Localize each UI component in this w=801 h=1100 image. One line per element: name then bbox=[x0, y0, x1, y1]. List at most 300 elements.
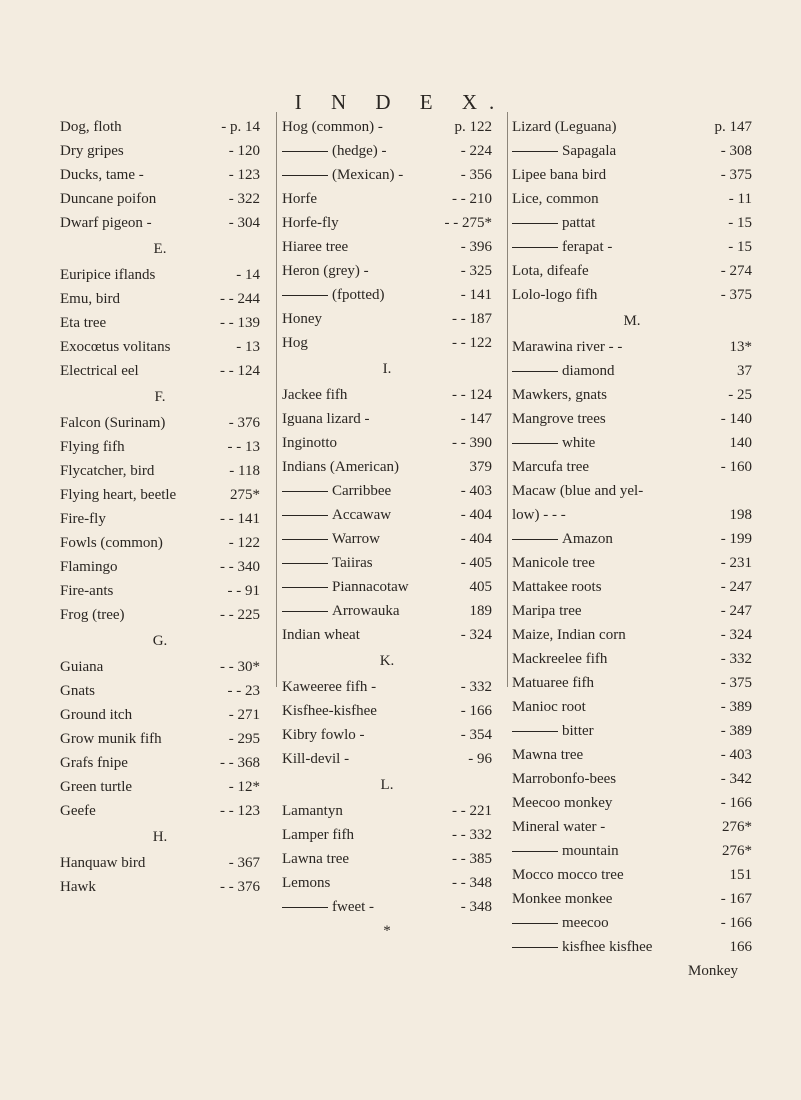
index-entry bbox=[512, 743, 752, 767]
page-number: - 403 bbox=[720, 747, 752, 763]
page-number: - 140 bbox=[720, 411, 752, 427]
index-entry bbox=[512, 187, 752, 211]
index-entry bbox=[512, 259, 752, 283]
page-number: - 404 bbox=[460, 507, 492, 523]
entry-text: Marcufa tree bbox=[512, 459, 590, 475]
entry-text: Amazon bbox=[562, 531, 613, 547]
index-subentry bbox=[282, 527, 492, 551]
page-number: - 389 bbox=[720, 699, 752, 715]
index-entry bbox=[282, 259, 492, 283]
page-number: - 118 bbox=[229, 463, 260, 479]
index-subentry bbox=[512, 211, 752, 235]
index-entry bbox=[60, 359, 260, 383]
entry-text: Dog, floth bbox=[60, 119, 122, 135]
index-subentry bbox=[512, 235, 752, 259]
entry-text: Lizard (Leguana) bbox=[512, 119, 617, 135]
page-number: - 11 bbox=[728, 191, 752, 207]
entry-text: Manicole tree bbox=[512, 555, 595, 571]
page-number: p. 122 bbox=[454, 119, 492, 135]
entry-text: Mocco mocco tree bbox=[512, 867, 624, 883]
page-number: 151 bbox=[729, 867, 752, 883]
index-entry bbox=[60, 311, 260, 335]
entry-text: Marawina river - - bbox=[512, 339, 623, 355]
page-number: - 247 bbox=[720, 603, 752, 619]
index-column-3 bbox=[512, 115, 752, 983]
page-number: - - 368 bbox=[220, 755, 260, 771]
entry-text: Mackreelee fifh bbox=[512, 651, 608, 667]
index-entry bbox=[512, 503, 752, 527]
entry-text: white bbox=[562, 435, 596, 451]
page-number: - - 139 bbox=[220, 315, 260, 331]
index-entry bbox=[282, 235, 492, 259]
entry-text: Honey bbox=[282, 311, 322, 327]
entry-text: Kisfhee-kisfhee bbox=[282, 703, 377, 719]
entry-text: Mawkers, gnats bbox=[512, 387, 607, 403]
entry-text: Euripice iflands bbox=[60, 267, 156, 283]
index-entry bbox=[282, 675, 492, 699]
page-number: - 13 bbox=[236, 339, 260, 355]
index-subentry bbox=[282, 139, 492, 163]
page-number: - p. 14 bbox=[221, 119, 260, 135]
ditto-rule bbox=[512, 371, 558, 372]
index-entry bbox=[60, 603, 260, 627]
entry-text: Hiaree tree bbox=[282, 239, 349, 255]
index-entry bbox=[60, 263, 260, 287]
page-number: - 141 bbox=[460, 287, 492, 303]
index-entry bbox=[282, 799, 492, 823]
index-entry bbox=[60, 727, 260, 751]
entry-text: Sapagala bbox=[562, 143, 617, 159]
index-entry bbox=[60, 679, 260, 703]
index-entry bbox=[512, 647, 752, 671]
entry-text: Macaw (blue and yel- bbox=[512, 483, 644, 499]
page-number: - 14 bbox=[236, 267, 260, 283]
entry-text: Exocœtus volitans bbox=[60, 339, 171, 355]
page-number: - 160 bbox=[720, 459, 752, 475]
entry-text: Geefe bbox=[60, 803, 96, 819]
entry-text: Manioc root bbox=[512, 699, 586, 715]
entry-text: Lolo-logo fifh bbox=[512, 287, 598, 303]
index-entry bbox=[282, 747, 492, 771]
page-number: 275* bbox=[230, 487, 260, 503]
index-subentry bbox=[512, 911, 752, 935]
index-entry bbox=[282, 623, 492, 647]
page-number: - 247 bbox=[720, 579, 752, 595]
entry-text: Lamper fifh bbox=[282, 827, 355, 843]
page-number: - 396 bbox=[460, 239, 492, 255]
index-entry bbox=[282, 823, 492, 847]
index-entry bbox=[282, 723, 492, 747]
page-number: - 224 bbox=[460, 143, 492, 159]
page-number: - 15 bbox=[728, 239, 752, 255]
ditto-rule bbox=[282, 175, 328, 176]
entry-text: Kibry fowlo - bbox=[282, 727, 365, 743]
page-number: - 367 bbox=[228, 855, 260, 871]
entry-text: (Mexican) - bbox=[332, 167, 404, 183]
entry-text: kisfhee kisfhee bbox=[562, 939, 653, 955]
column-divider bbox=[276, 112, 277, 687]
entry-text: Fowls (common) bbox=[60, 535, 163, 551]
index-entry bbox=[282, 847, 492, 871]
index-entry bbox=[60, 775, 260, 799]
entry-text: Maripa tree bbox=[512, 603, 582, 619]
ditto-rule bbox=[282, 611, 328, 612]
index-column-2 bbox=[282, 115, 492, 943]
index-entry bbox=[60, 483, 260, 507]
entry-text: mountain bbox=[562, 843, 619, 859]
page-number: - 15 bbox=[728, 215, 752, 231]
entry-text: Hawk bbox=[60, 879, 96, 895]
entry-text: Iguana lizard - bbox=[282, 411, 370, 427]
page-number: - - 23 bbox=[227, 683, 260, 699]
page-number: - 166 bbox=[720, 915, 752, 931]
page-number: - 332 bbox=[460, 679, 492, 695]
page-number: 13* bbox=[729, 339, 752, 355]
entry-text: Indian wheat bbox=[282, 627, 360, 643]
ditto-rule bbox=[512, 947, 558, 948]
page-number: - 96 bbox=[468, 751, 492, 767]
page-number: - 167 bbox=[720, 891, 752, 907]
entry-text: Horfe-fly bbox=[282, 215, 339, 231]
page-number: - - 124 bbox=[220, 363, 260, 379]
entry-text: Guiana bbox=[60, 659, 104, 675]
page-number: - 147 bbox=[460, 411, 492, 427]
ditto-rule bbox=[512, 851, 558, 852]
page-number: - 325 bbox=[460, 263, 492, 279]
entry-text: (hedge) - bbox=[332, 143, 387, 159]
ditto-rule bbox=[282, 515, 328, 516]
index-subentry bbox=[512, 839, 752, 863]
entry-text: ferapat - bbox=[562, 239, 613, 255]
index-entry bbox=[512, 551, 752, 575]
entry-text: Arrowauka bbox=[332, 603, 400, 619]
index-subentry bbox=[282, 479, 492, 503]
page-number: - - 385 bbox=[452, 851, 492, 867]
entry-text: Lamantyn bbox=[282, 803, 343, 819]
index-entry bbox=[512, 335, 752, 359]
ditto-rule bbox=[512, 223, 558, 224]
page-number: - 295 bbox=[228, 731, 260, 747]
page-number: - - 13 bbox=[227, 439, 260, 455]
entry-text: Heron (grey) - bbox=[282, 263, 369, 279]
page-number: - 25 bbox=[728, 387, 752, 403]
entry-text: Mineral water - bbox=[512, 819, 606, 835]
page-number: - 324 bbox=[460, 627, 492, 643]
ditto-rule bbox=[282, 907, 328, 908]
entry-text: Duncane poifon bbox=[60, 191, 157, 207]
entry-text: Hanquaw bird bbox=[60, 855, 146, 871]
ditto-rule bbox=[512, 923, 558, 924]
page-number: 379 bbox=[469, 459, 492, 475]
page-number: - 304 bbox=[228, 215, 260, 231]
index-entry bbox=[512, 623, 752, 647]
entry-text: Green turtle bbox=[60, 779, 133, 795]
index-entry bbox=[60, 459, 260, 483]
ditto-rule bbox=[282, 563, 328, 564]
page-number: - - 210 bbox=[452, 191, 492, 207]
index-subentry bbox=[512, 527, 752, 551]
entry-text: Kaweeree fifh - bbox=[282, 679, 377, 695]
entry-text: Warrow bbox=[332, 531, 380, 547]
index-entry bbox=[282, 331, 492, 355]
entry-text: meecoo bbox=[562, 915, 609, 931]
page-number: - 356 bbox=[460, 167, 492, 183]
index-subentry bbox=[512, 359, 752, 383]
section-heading: G. bbox=[152, 633, 168, 649]
ditto-rule bbox=[512, 151, 558, 152]
index-entry bbox=[60, 435, 260, 459]
page-number: - 375 bbox=[720, 675, 752, 691]
section-heading: E. bbox=[153, 241, 167, 257]
index-entry bbox=[60, 163, 260, 187]
page-number: - 332 bbox=[720, 651, 752, 667]
index-entry bbox=[512, 163, 752, 187]
entry-text: Meecoo monkey bbox=[512, 795, 613, 811]
ditto-rule bbox=[282, 295, 328, 296]
ditto-rule bbox=[282, 491, 328, 492]
index-entry bbox=[512, 115, 752, 139]
page-number: 37 bbox=[737, 363, 752, 379]
ditto-rule bbox=[512, 443, 558, 444]
index-entry bbox=[60, 211, 260, 235]
entry-text: Dry gripes bbox=[60, 143, 124, 159]
entry-text: Mawna tree bbox=[512, 747, 584, 763]
page-number: - 123 bbox=[228, 167, 260, 183]
index-subentry bbox=[282, 163, 492, 187]
entry-text: Horfe bbox=[282, 191, 317, 207]
index-entry bbox=[282, 455, 492, 479]
index-entry bbox=[512, 791, 752, 815]
page-number: - 12* bbox=[228, 779, 260, 795]
index-entry bbox=[512, 695, 752, 719]
index-entry bbox=[60, 139, 260, 163]
index-entry bbox=[60, 287, 260, 311]
index-entry bbox=[512, 479, 752, 503]
index-entry bbox=[60, 507, 260, 531]
page-number: - - 91 bbox=[227, 583, 260, 599]
page-number: - 389 bbox=[720, 723, 752, 739]
entry-text: Grafs fnipe bbox=[60, 755, 128, 771]
entry-text: Lawna tree bbox=[282, 851, 350, 867]
index-subentry bbox=[282, 895, 492, 919]
entry-text: Kill-devil - bbox=[282, 751, 350, 767]
page-number: - 324 bbox=[720, 627, 752, 643]
entry-text: Flying heart, beetle bbox=[60, 487, 177, 503]
entry-text: Flycatcher, bird bbox=[60, 463, 155, 479]
page-number: 405 bbox=[469, 579, 492, 595]
entry-text: low) - - - bbox=[512, 507, 566, 523]
index-entry bbox=[512, 283, 752, 307]
entry-text: Hog (common) - bbox=[282, 119, 383, 135]
index-entry bbox=[282, 307, 492, 331]
page-number: - 342 bbox=[720, 771, 752, 787]
index-subentry bbox=[282, 599, 492, 623]
page-number: - - 244 bbox=[220, 291, 260, 307]
index-entry bbox=[60, 335, 260, 359]
index-entry bbox=[60, 751, 260, 775]
page-number: - 403 bbox=[460, 483, 492, 499]
index-entry bbox=[60, 799, 260, 823]
entry-text: Lipee bana bird bbox=[512, 167, 607, 183]
page-number: - 322 bbox=[228, 191, 260, 207]
page-number: - - 123 bbox=[220, 803, 260, 819]
section-heading: L. bbox=[380, 777, 394, 793]
page-number: - 166 bbox=[460, 703, 492, 719]
index-entry bbox=[60, 579, 260, 603]
page-number: 276* bbox=[722, 819, 752, 835]
page-number: - 199 bbox=[720, 531, 752, 547]
page-title: I N D E X. bbox=[294, 90, 507, 114]
entry-text: Monkee monkee bbox=[512, 891, 613, 907]
page-number: - - 225 bbox=[220, 607, 260, 623]
page-number: - 271 bbox=[228, 707, 260, 723]
page-number: 198 bbox=[729, 507, 752, 523]
index-entry bbox=[282, 211, 492, 235]
index-entry bbox=[512, 887, 752, 911]
index-subentry bbox=[282, 503, 492, 527]
index-entry bbox=[60, 655, 260, 679]
index-entry bbox=[512, 575, 752, 599]
entry-text: Flying fifh bbox=[60, 439, 125, 455]
page-number: - 166 bbox=[720, 795, 752, 811]
index-entry bbox=[60, 875, 260, 899]
index-entry bbox=[282, 871, 492, 895]
page-number: 189 bbox=[469, 603, 492, 619]
index-entry bbox=[60, 411, 260, 435]
entry-text: Lemons bbox=[282, 875, 331, 891]
page-number: - 376 bbox=[228, 415, 260, 431]
page-number: - 375 bbox=[720, 287, 752, 303]
page-number: - - 340 bbox=[220, 559, 260, 575]
entry-text: Inginotto bbox=[282, 435, 337, 451]
entry-text: Carribbee bbox=[332, 483, 392, 499]
entry-text: bitter bbox=[562, 723, 594, 739]
index-entry bbox=[60, 531, 260, 555]
entry-text: Grow munik fifh bbox=[60, 731, 162, 747]
ditto-rule bbox=[282, 539, 328, 540]
entry-text: Ducks, tame - bbox=[60, 167, 144, 183]
section-heading: K. bbox=[379, 653, 395, 669]
index-subentry bbox=[512, 431, 752, 455]
index-entry bbox=[282, 431, 492, 455]
index-subentry bbox=[512, 139, 752, 163]
page-number: - 122 bbox=[228, 535, 260, 551]
entry-text: Mangrove trees bbox=[512, 411, 606, 427]
page-number: - 404 bbox=[460, 531, 492, 547]
index-entry bbox=[282, 383, 492, 407]
entry-text: Maize, Indian corn bbox=[512, 627, 626, 643]
footnote-mark: * bbox=[383, 923, 391, 939]
index-subentry bbox=[282, 551, 492, 575]
page-number: - - 332 bbox=[452, 827, 492, 843]
column-divider bbox=[507, 112, 508, 687]
ditto-rule bbox=[512, 247, 558, 248]
page-number: - 375 bbox=[720, 167, 752, 183]
entry-text: Ground itch bbox=[60, 707, 133, 723]
page-number: - - 124 bbox=[452, 387, 492, 403]
index-entry bbox=[282, 187, 492, 211]
page-number: p. 147 bbox=[714, 119, 752, 135]
entry-text: Electrical eel bbox=[60, 363, 139, 379]
entry-text: Gnats bbox=[60, 683, 95, 699]
page-number: - 405 bbox=[460, 555, 492, 571]
index-entry bbox=[512, 383, 752, 407]
entry-text: Fire-ants bbox=[60, 583, 114, 599]
entry-text: Fire-fly bbox=[60, 511, 106, 527]
page-number: 140 bbox=[729, 435, 752, 451]
entry-text: Marrobonfo-bees bbox=[512, 771, 617, 787]
index-entry bbox=[60, 187, 260, 211]
section-heading: H. bbox=[152, 829, 168, 845]
entry-text: Mattakee roots bbox=[512, 579, 602, 595]
page-number: - - 275* bbox=[444, 215, 492, 231]
page-number: - - 390 bbox=[452, 435, 492, 451]
index-entry bbox=[512, 767, 752, 791]
index-entry bbox=[512, 455, 752, 479]
page-number: - - 376 bbox=[220, 879, 260, 895]
entry-text: Lice, common bbox=[512, 191, 599, 207]
entry-text: Hog bbox=[282, 335, 308, 351]
index-entry bbox=[512, 815, 752, 839]
entry-text: Eta tree bbox=[60, 315, 107, 331]
index-subentry bbox=[512, 719, 752, 743]
index-column-1 bbox=[60, 115, 260, 899]
ditto-rule bbox=[512, 731, 558, 732]
entry-text: diamond bbox=[562, 363, 615, 379]
page-number: - 348 bbox=[460, 899, 492, 915]
page-number: - - 122 bbox=[452, 335, 492, 351]
ditto-rule bbox=[512, 539, 558, 540]
entry-text: Matuaree fifh bbox=[512, 675, 595, 691]
catchword: Monkey bbox=[688, 963, 738, 979]
index-entry bbox=[282, 407, 492, 431]
index-entry bbox=[60, 851, 260, 875]
entry-text: Frog (tree) bbox=[60, 607, 125, 623]
index-entry bbox=[512, 671, 752, 695]
index-entry bbox=[60, 115, 260, 139]
page-number: - - 348 bbox=[452, 875, 492, 891]
page-number: - 231 bbox=[720, 555, 752, 571]
index-entry bbox=[282, 699, 492, 723]
entry-text: Flamingo bbox=[60, 559, 118, 575]
ditto-rule bbox=[282, 151, 328, 152]
entry-text: fweet - bbox=[332, 899, 375, 915]
page-number: - - 141 bbox=[220, 511, 260, 527]
entry-text: (fpotted) bbox=[332, 287, 385, 303]
section-heading: M. bbox=[623, 313, 641, 329]
page-number: 166 bbox=[729, 939, 752, 955]
entry-text: Accawaw bbox=[332, 507, 392, 523]
index-subentry bbox=[282, 283, 492, 307]
page-number: - 308 bbox=[720, 143, 752, 159]
entry-text: Emu, bird bbox=[60, 291, 120, 307]
entry-text: Lota, difeafe bbox=[512, 263, 589, 279]
section-heading: I. bbox=[382, 361, 392, 377]
page-number: - 274 bbox=[720, 263, 752, 279]
page-number: 276* bbox=[722, 843, 752, 859]
entry-text: Falcon (Surinam) bbox=[60, 415, 166, 431]
entry-text: Piannacotaw bbox=[332, 579, 409, 595]
index-entry bbox=[512, 863, 752, 887]
index-entry bbox=[60, 555, 260, 579]
entry-text: Taiiras bbox=[332, 555, 373, 571]
page-number: - - 187 bbox=[452, 311, 492, 327]
section-heading: F. bbox=[154, 389, 166, 405]
index-entry bbox=[512, 407, 752, 431]
page-number: - - 30* bbox=[220, 659, 260, 675]
entry-text: Indians (American) bbox=[282, 459, 400, 475]
entry-text: pattat bbox=[562, 215, 596, 231]
